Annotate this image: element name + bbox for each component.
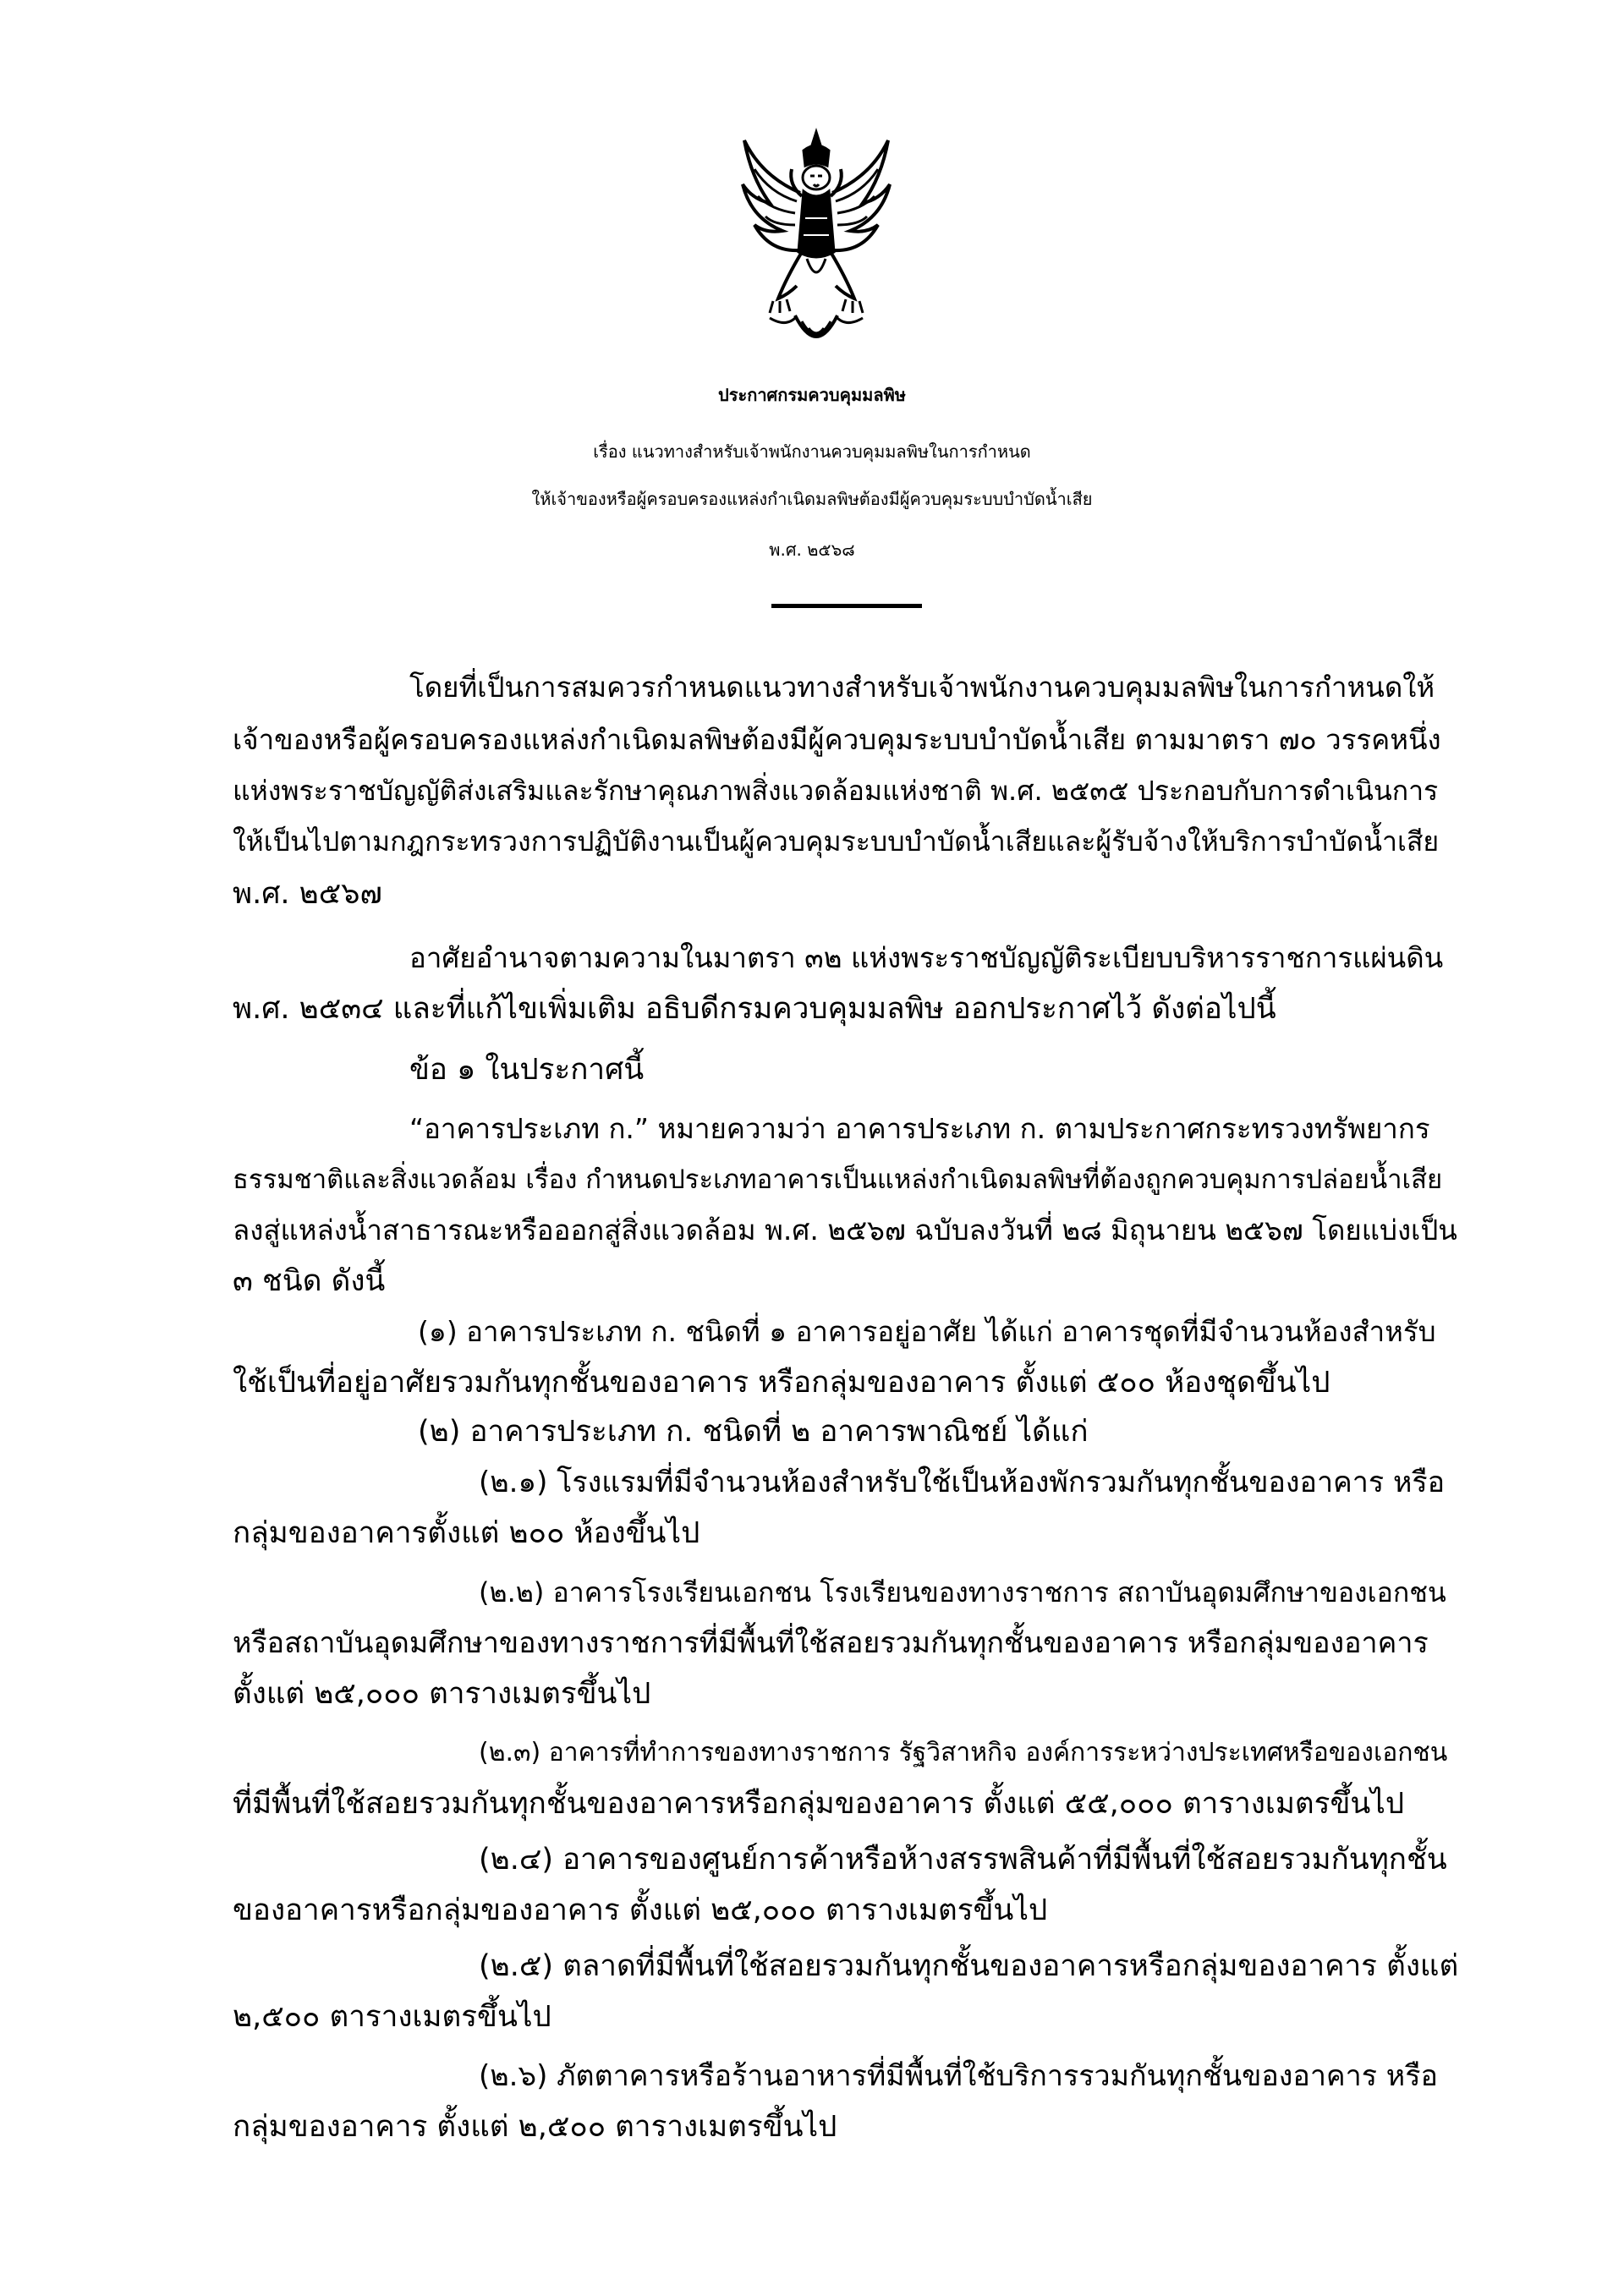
paragraph-line: ธรรมชาติและสิ่งแวดล้อม เรื่อง กำหนดประเภทอาคารเป็นแหล่งกำเนิดมลพิษที่ต้องถูกควบคุมการปล่อยน้ำเสีย	[233, 1164, 1443, 1195]
sub-item: (๒.๑) โรงแรมที่มีจำนวนห้องสำหรับใช้เป็นห้องพักรวมกันทุกชั้นของอาคาร หรือ	[479, 1466, 1446, 1499]
divider	[771, 604, 922, 608]
list-item: (๑) อาคารประเภท ก. ชนิดที่ ๑ อาคารอยู่อาศัย ได้แก่ อาคารชุดที่มีจำนวนห้องสำหรับ	[418, 1315, 1436, 1348]
paragraph-line: พ.ศ. ๒๕๓๔ และที่แก้ไขเพิ่มเติม อธิบดีกรมควบคุมมลพิษ ออกประกาศไว้ ดังต่อไปนี้	[233, 992, 1276, 1026]
paragraph-line: อาศัยอำนาจตามความในมาตรา ๓๒ แห่งพระราชบัญญัติระเบียบบริหารราชการแผ่นดิน	[409, 941, 1444, 974]
garuda-emblem-icon	[736, 125, 897, 364]
paragraph-line: ให้เป็นไปตามกฎกระทรวงการปฏิบัติงานเป็นผู้ควบคุมระบบบำบัดน้ำเสียและผู้รับจ้างให้บริการบำบัดน้ำเสีย	[233, 825, 1440, 858]
paragraph-line: “อาคารประเภท ก.” หมายความว่า อาคารประเภท ก. ตามประกาศกระทรวงทรัพยากร	[409, 1112, 1430, 1145]
paragraph-line: พ.ศ. ๒๕๖๗	[233, 877, 382, 911]
subject-line: ให้เจ้าของหรือผู้ครอบครองแหล่งกำเนิดมลพิษต้องมีผู้ควบคุมระบบบำบัดน้ำเสีย	[531, 489, 1093, 509]
sub-item: (๒.๓) อาคารที่ทำการของทางราชการ รัฐวิสาหกิจ องค์การระหว่างประเทศหรือของเอกชน	[479, 1738, 1448, 1767]
sub-item: (๒.๔) อาคารของศูนย์การค้าหรือห้างสรรพสินค้าที่มีพื้นที่ใช้สอยรวมกันทุกชั้น	[479, 1843, 1447, 1877]
subject-year: พ.ศ. ๒๕๖๘	[769, 540, 855, 560]
sub-item: (๒.๖) ภัตตาคารหรือร้านอาหารที่มีพื้นที่ใช้บริการรวมกันทุกชั้นของอาคาร หรือ	[479, 2059, 1438, 2093]
clause-heading: ข้อ ๑ ในประกาศนี้	[409, 1053, 645, 1087]
paragraph-line: แห่งพระราชบัญญัติส่งเสริมและรักษาคุณภาพสิ่งแวดล้อมแห่งชาติ พ.ศ. ๒๕๓๕ ประกอบกับการดำเนินการ	[233, 775, 1439, 807]
sub-item: ๒,๕๐๐ ตารางเมตรขึ้นไป	[233, 2000, 551, 2034]
paragraph-line: เจ้าของหรือผู้ครอบครองแหล่งกำเนิดมลพิษต้องมีผู้ควบคุมระบบบำบัดน้ำเสีย ตามมาตรา ๗๐ วรรคหนึ่ง	[233, 723, 1441, 756]
sub-item: กลุ่มของอาคาร ตั้งแต่ ๒,๕๐๐ ตารางเมตรขึ้นไป	[233, 2110, 837, 2144]
paragraph-line: ๓ ชนิด ดังนี้	[233, 1264, 386, 1298]
sub-item: กลุ่มของอาคารตั้งแต่ ๒๐๐ ห้องขึ้นไป	[233, 1516, 700, 1550]
page-title: ประกาศกรมควบคุมมลพิษ	[718, 385, 906, 405]
sub-item: ที่มีพื้นที่ใช้สอยรวมกันทุกชั้นของอาคารหรือกลุ่มของอาคาร ตั้งแต่ ๕๕,๐๐๐ ตารางเมตรขึ้นไป	[233, 1787, 1405, 1821]
sub-item: (๒.๒) อาคารโรงเรียนเอกชน โรงเรียนของทางราชการ สถาบันอุดมศึกษาของเอกชน	[479, 1576, 1446, 1608]
paragraph-line: โดยที่เป็นการสมควรกำหนดแนวทางสำหรับเจ้าพนักงานควบคุมมลพิษในการกำหนดให้	[409, 671, 1435, 704]
sub-item: ตั้งแต่ ๒๕,๐๐๐ ตารางเมตรขึ้นไป	[233, 1677, 651, 1711]
list-item: (๒) อาคารประเภท ก. ชนิดที่ ๒ อาคารพาณิชย์ ได้แก่	[418, 1415, 1089, 1449]
list-item: ใช้เป็นที่อยู่อาศัยรวมกันทุกชั้นของอาคาร หรือกลุ่มของอาคาร ตั้งแต่ ๕๐๐ ห้องชุดขึ้นไป	[233, 1366, 1330, 1400]
sub-item: ของอาคารหรือกลุ่มของอาคาร ตั้งแต่ ๒๕,๐๐๐ ตารางเมตรขึ้นไป	[233, 1893, 1048, 1927]
sub-item: (๒.๕) ตลาดที่มีพื้นที่ใช้สอยรวมกันทุกชั้นของอาคารหรือกลุ่มของอาคาร ตั้งแต่	[479, 1949, 1459, 1983]
sub-item: หรือสถาบันอุดมศึกษาของทางราชการที่มีพื้นที่ใช้สอยรวมกันทุกชั้นของอาคาร หรือกลุ่มของอาคาร	[233, 1626, 1429, 1660]
subject-line: เรื่อง แนวทางสำหรับเจ้าพนักงานควบคุมมลพิษในการกำหนด	[593, 441, 1031, 462]
paragraph-line: ลงสู่แหล่งน้ำสาธารณะหรือออกสู่สิ่งแวดล้อม พ.ศ. ๒๕๖๗ ฉบับลงวันที่ ๒๘ มิถุนายน ๒๕๖๗ โดยแบ่งเป็น	[233, 1214, 1457, 1247]
